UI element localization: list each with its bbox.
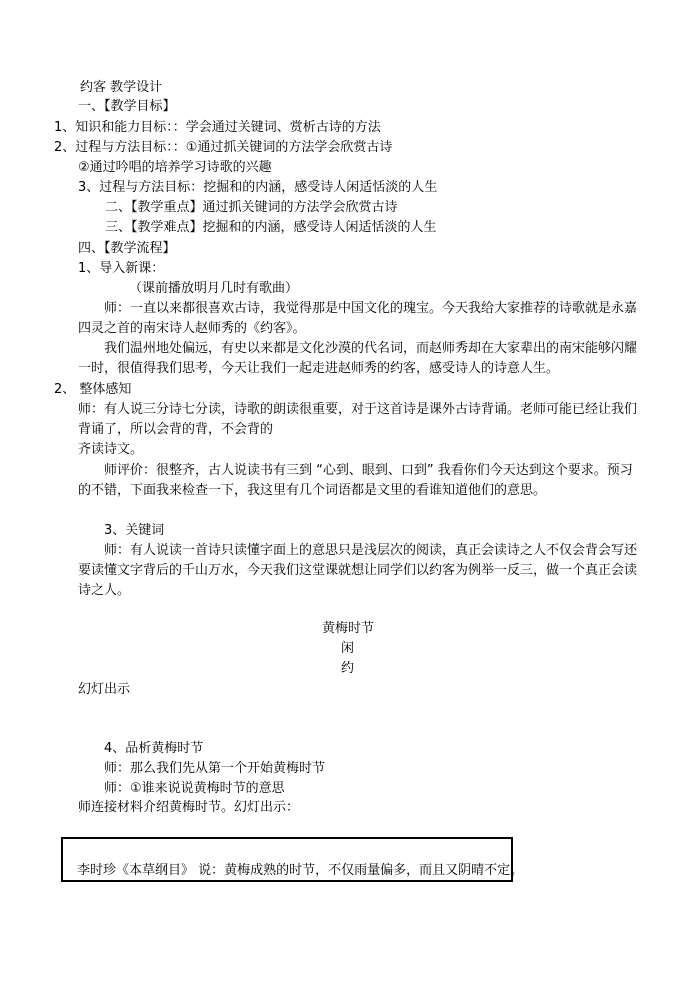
keyword-xian: 闲 xyxy=(341,641,355,656)
paragraph-intro-2a: 我们温州地处偏远，有史以来都是文化沙漠的代名词，而赵师秀却在大家辈出的南宋能够闪耀 xyxy=(104,341,638,356)
paragraph-keywords-a: 师：有人说读一首诗只读懂字面上的意思只是浅层次的阅读，真正会读诗之人不仅会背会写还 xyxy=(104,543,638,558)
keyword-yue: 约 xyxy=(341,661,355,676)
paragraph-evaluation-a: 师评价：很整齐，古人说读书有三到 “心到、眼到、口到” 我看你们今天达到这个要求。预习 xyxy=(104,463,633,478)
heading-keywords: 3、关键词 xyxy=(104,523,165,538)
quote-text: 李时珍《本草纲目》 说：黄梅成熟的时节，不仅雨量偏多，而且又阴晴不定。 xyxy=(77,863,524,878)
intro-music-note: （课前播放明月几时有歌曲） xyxy=(129,281,299,296)
paragraph-keywords-c: 诗之人。 xyxy=(78,583,131,598)
section-teaching-goals: 一、【教学目标】 xyxy=(78,99,176,114)
paragraph-analysis-3: 师连接材料介绍黄梅时节。幻灯出示： xyxy=(78,800,300,815)
paragraph-analysis-2: 师：①谁来说说黄梅时节的意思 xyxy=(104,781,285,796)
goal-process-2: ②通过吟唱的培养学习诗歌的兴趣 xyxy=(78,160,272,175)
keyword-huangmei: 黄梅时节 xyxy=(322,621,375,636)
goal-emotion: 3、过程与方法目标：挖掘和的内涵，感受诗人闲适恬淡的人生 xyxy=(78,180,438,195)
section-difficulty: 三、【教学难点】挖掘和的内涵，感受诗人闲适恬淡的人生 xyxy=(105,220,437,235)
goal-knowledge: 1、知识和能力目标：：学会通过关键词、赏析古诗的方法 xyxy=(54,120,381,135)
slide-note: 幻灯出示 xyxy=(78,682,131,697)
heading-intro: 1、导入新课： xyxy=(78,261,165,276)
heading-overall: 2、 整体感知 xyxy=(54,382,132,397)
goal-process: 2、过程与方法目标：：①通过抓关键词的方法学会欣赏古诗 xyxy=(54,140,393,155)
doc-title: 约客 教学设计 xyxy=(80,80,163,95)
paragraph-intro-2b: 一时，很值得我们思考，今天让我们一起走进赵师秀的约客，感受诗人的诗意人生。 xyxy=(78,361,560,376)
section-process: 四、【教学流程】 xyxy=(78,241,176,256)
paragraph-intro-1a: 师：一直以来都很喜欢古诗，我觉得那是中国文化的瑰宝。今天我给大家推荐的诗歌就是永嘉 xyxy=(104,301,638,316)
quote-box xyxy=(61,837,524,882)
paragraph-reading-a: 师：有人说三分诗七分读，诗歌的朗读很重要，对于这首诗是课外古诗背诵。老师可能已经让我们 xyxy=(78,402,638,417)
paragraph-intro-1b: 四灵之首的南宋诗人赵师秀的《约客》。 xyxy=(78,321,306,336)
paragraph-evaluation-b: 的不错，下面我来检查一下，我这里有几个词语都是文里的看谁知道他们的意思。 xyxy=(78,483,547,498)
paragraph-reading-c: 齐读诗文。 xyxy=(78,442,144,457)
paragraph-keywords-b: 要读懂文字背后的千山万水，今天我们这堂课就想让同学们以约客为例举一反三，做一个真正会读 xyxy=(78,563,638,578)
section-key-point: 二、【教学重点】通过抓关键词的方法学会欣赏古诗 xyxy=(105,200,398,215)
heading-analysis: 4、品析黄梅时节 xyxy=(104,741,204,756)
paragraph-reading-b: 背诵了，所以会背的背，不会背的 xyxy=(78,422,274,437)
paragraph-analysis-1: 师：那么我们先从第一个开始黄梅时节 xyxy=(104,761,326,776)
